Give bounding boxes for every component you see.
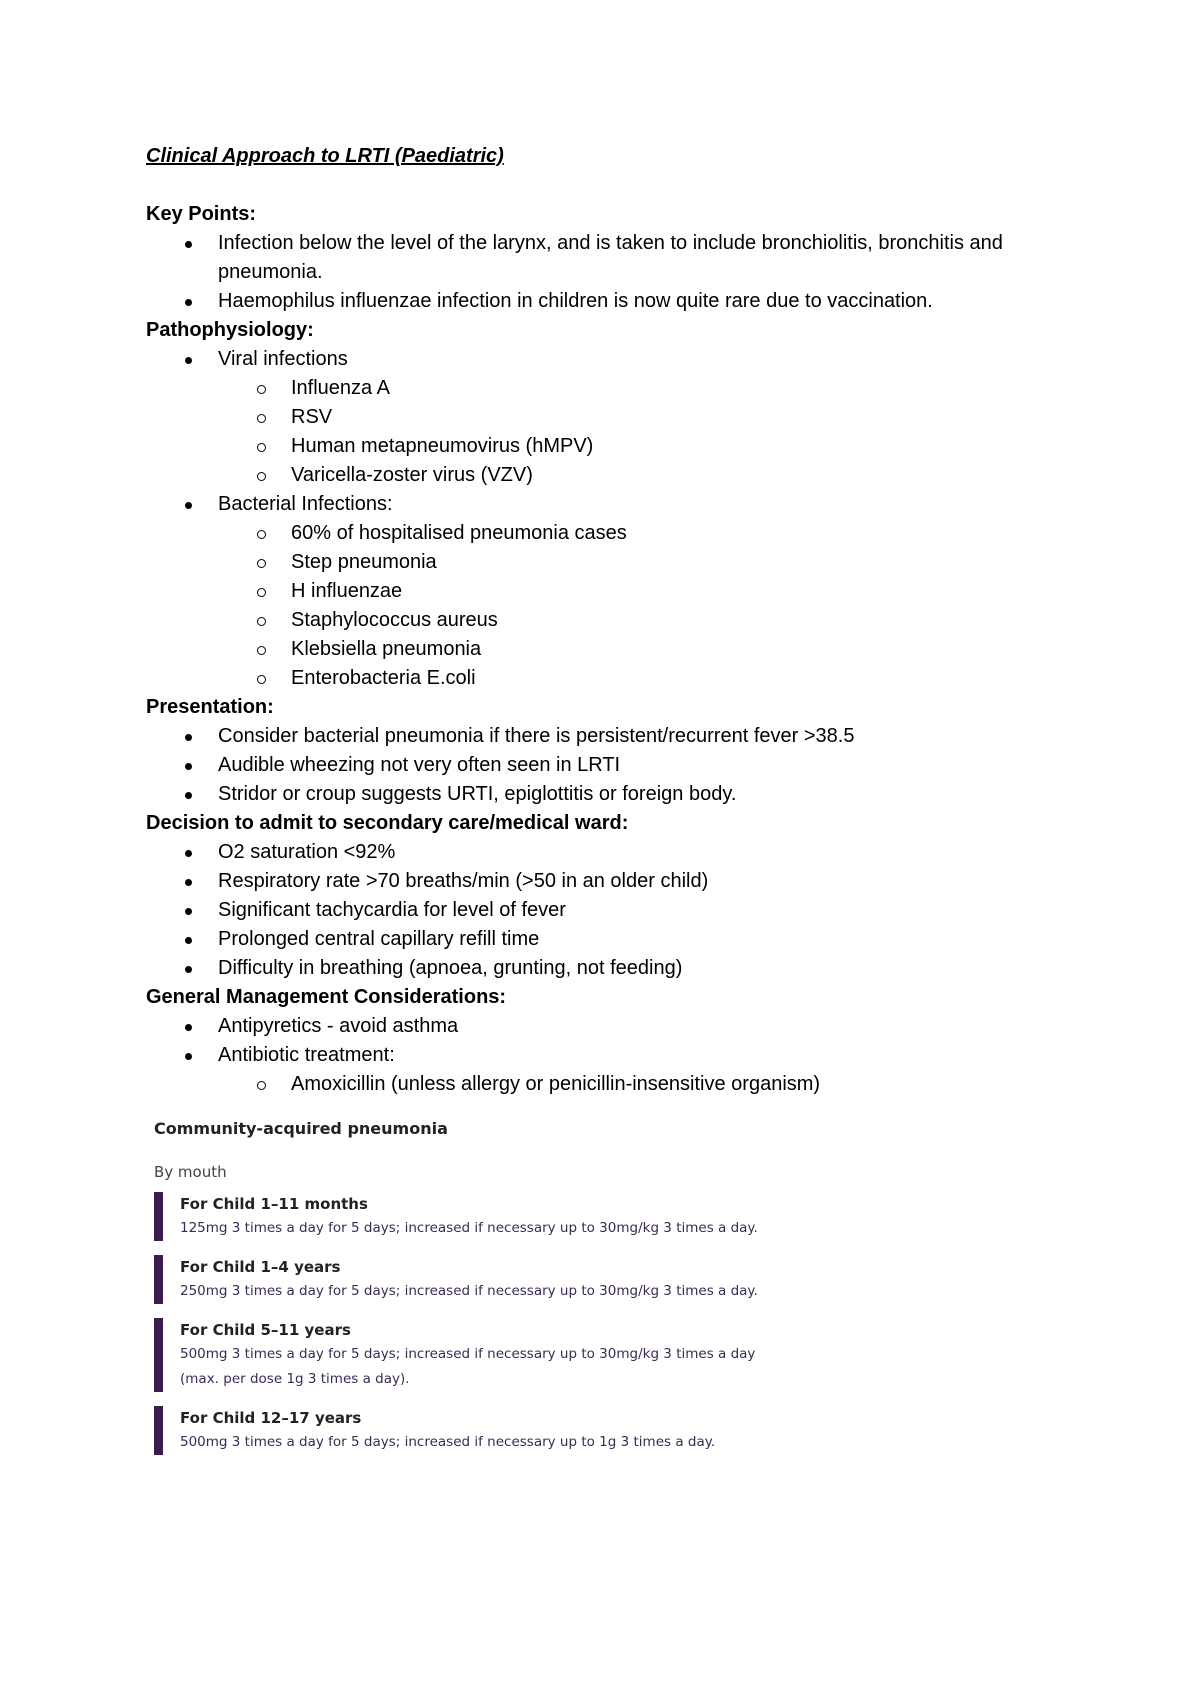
dose-list (154, 1192, 758, 1455)
list-item: Audible wheezing not very often seen in LRTI (146, 751, 1086, 780)
list-item: Significant tachycardia for level of fever (146, 896, 1086, 925)
dose-age-group: For Child 12–17 years (180, 1409, 362, 1427)
bullet-list (146, 345, 1086, 693)
dosage-route: By mouth (154, 1163, 227, 1181)
list-item: Stridor or croup suggests URTI, epiglottitis or foreign body. (146, 780, 1086, 809)
dose-entry (154, 1192, 758, 1241)
dose-age-group: For Child 1–11 months (180, 1195, 368, 1213)
list-item: Respiratory rate >70 breaths/min (>50 in an older child) (146, 867, 1086, 896)
section-heading: Presentation: (146, 696, 274, 718)
section-heading: Key Points: (146, 203, 257, 225)
sub-list-item: Klebsiella pneumonia (146, 635, 1086, 664)
section-heading: Pathophysiology: (146, 319, 314, 341)
sub-list-item: Step pneumonia (146, 548, 1086, 577)
dose-instructions: 500mg 3 times a day for 5 days; increased if necessary up to 1g 3 times a day. (180, 1434, 716, 1450)
sub-list-item: Varicella-zoster virus (VZV) (146, 461, 1086, 490)
list-item: Prolonged central capillary refill time (146, 925, 1086, 954)
list-item: Bacterial Infections: (146, 490, 1086, 519)
dose-accent-bar (154, 1192, 163, 1241)
dose-accent-bar (154, 1318, 163, 1392)
sub-list-item: Influenza A (146, 374, 1086, 403)
document-body (146, 142, 1086, 1099)
list-item: Viral infections (146, 345, 1086, 374)
sub-list-item: Enterobacteria E.coli (146, 664, 1086, 693)
sub-list-item: Human metapneumovirus (hMPV) (146, 432, 1086, 461)
dose-entry (154, 1255, 758, 1304)
bullet-list (146, 722, 1086, 809)
sub-list-item: 60% of hospitalised pneumonia cases (146, 519, 1086, 548)
dose-entry (154, 1318, 754, 1392)
dose-accent-bar (154, 1255, 163, 1304)
dose-entry (154, 1406, 754, 1455)
dose-instructions: 500mg 3 times a day for 5 days; increased if necessary up to 30mg/kg 3 times a day (max. per dose 1g 3 times a day). (180, 1346, 756, 1387)
page-title: Clinical Approach to LRTI (Paediatric) (146, 145, 504, 167)
bullet-list (146, 838, 1086, 983)
list-item: Antipyretics - avoid asthma (146, 1012, 1086, 1041)
sub-list-item: Staphylococcus aureus (146, 606, 1086, 635)
list-item: Consider bacterial pneumonia if there is persistent/recurrent fever >38.5 (146, 722, 1086, 751)
list-item: Haemophilus influenzae infection in children is now quite rare due to vaccination. (146, 287, 1086, 316)
dose-accent-bar (154, 1406, 163, 1455)
sub-list-item: H influenzae (146, 577, 1086, 606)
list-item: Infection below the level of the larynx, and is taken to include bronchiolitis, bronchitis and pneumonia. (146, 229, 1086, 287)
sub-list-item: RSV (146, 403, 1086, 432)
dose-instructions: 125mg 3 times a day for 5 days; increased if necessary up to 30mg/kg 3 times a day. (180, 1220, 758, 1236)
bullet-list (146, 229, 1086, 316)
list-item: O2 saturation <92% (146, 838, 1086, 867)
dose-instructions: 250mg 3 times a day for 5 days; increased if necessary up to 30mg/kg 3 times a day. (180, 1283, 758, 1299)
bullet-list (146, 1012, 1086, 1099)
sub-list-item: Amoxicillin (unless allergy or penicillin-insensitive organism) (146, 1070, 1086, 1099)
dosage-panel (154, 1118, 758, 1469)
list-item: Antibiotic treatment: (146, 1041, 1086, 1070)
dosage-title: Community-acquired pneumonia (154, 1119, 448, 1138)
section-heading: Decision to admit to secondary care/medical ward: (146, 812, 629, 834)
list-item: Difficulty in breathing (apnoea, grunting, not feeding) (146, 954, 1086, 983)
section-heading: General Management Considerations: (146, 986, 507, 1008)
sections-container (146, 200, 1086, 1099)
dose-age-group: For Child 5–11 years (180, 1321, 351, 1339)
dose-age-group: For Child 1–4 years (180, 1258, 341, 1276)
